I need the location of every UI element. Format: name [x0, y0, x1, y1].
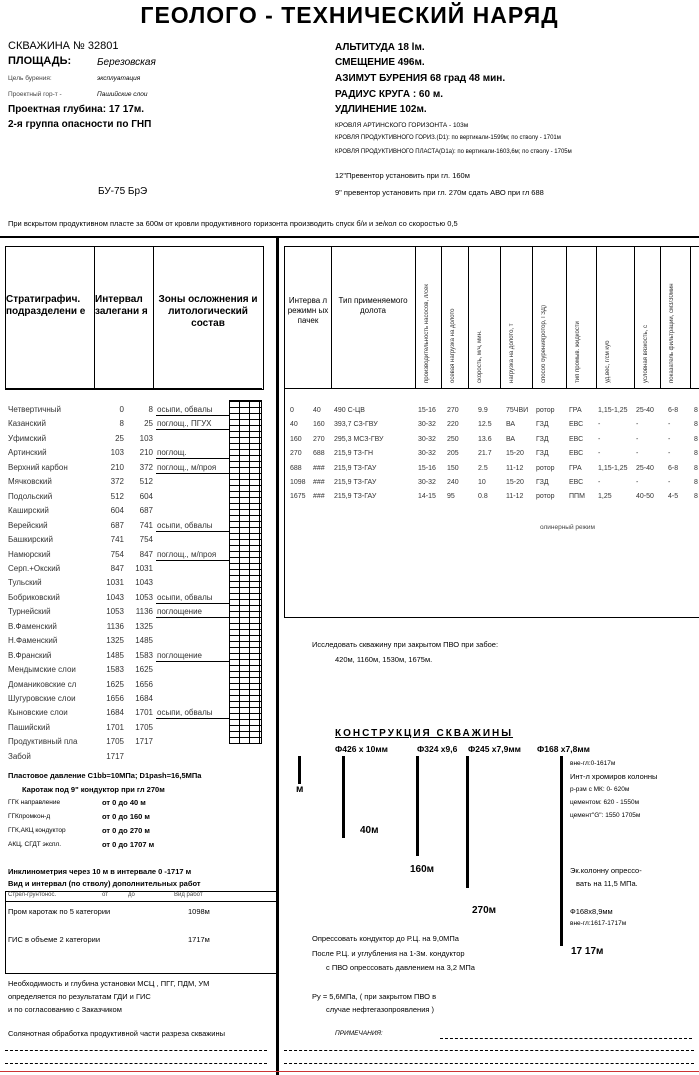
regime-cell: 15-16	[418, 407, 436, 414]
regime-cell: 2.5	[478, 465, 488, 472]
log-row-3-range: от 0 до 270 м	[102, 826, 150, 835]
interval-from: 372	[110, 477, 124, 486]
regime-cell: ГЗД	[536, 450, 549, 457]
regime-cell: -	[598, 436, 601, 443]
zones-header: Зоны осложнения и литологический состав	[158, 294, 258, 329]
strat-name: Доманиковские сл	[8, 680, 77, 689]
regime-cell: ротор	[536, 465, 555, 472]
interval-from: 604	[110, 506, 124, 515]
strat-name: Башкирский	[8, 535, 53, 544]
regime-cell: -	[598, 450, 601, 457]
regime-cell: ЕВС	[569, 479, 584, 486]
regime-col-divider	[660, 246, 661, 389]
interval-to: 1136	[135, 607, 153, 616]
regime-cell: -	[668, 436, 671, 443]
casing-note-4: цементом: 620 - 1550м	[570, 799, 640, 806]
interval-from: 741	[110, 535, 124, 544]
preventer-12: 12"Превентор установить при гл. 160м	[335, 171, 470, 180]
purpose-label: Цель бурения:	[8, 75, 52, 82]
interval-from: 1031	[106, 578, 124, 587]
regime-cell: ###	[313, 493, 325, 500]
design-depth: Проектная глубина: 17 17м.	[8, 104, 145, 115]
regime-interval-header: Интерва л режимн ых пачек	[287, 296, 329, 325]
strat-name: Забой	[8, 752, 31, 761]
need-line-2: определяется по результатам ГДИ и ГИС	[8, 992, 151, 1001]
regime-cell: 215,9 ТЗ-ГАУ	[334, 465, 377, 472]
regime-cell: -	[598, 421, 601, 428]
zone-note: поглощение	[157, 651, 203, 660]
strat-name: Шугуровские слои	[8, 694, 76, 703]
regime-col-divider	[634, 246, 635, 389]
regime-cell: 215,9 ТЗ-ГАУ	[334, 493, 377, 500]
regime-cell: 11-12	[506, 465, 524, 472]
regime-cell: 40-50	[636, 493, 654, 500]
regime-cell: 25-40	[636, 407, 654, 414]
zone-underline	[156, 617, 230, 618]
regime-col-divider	[690, 246, 691, 389]
dash-line-1	[5, 1050, 267, 1051]
regime-cell: ротор	[536, 493, 555, 500]
cat5-depth: 1098м	[188, 907, 210, 916]
regime-cell: 270	[313, 436, 325, 443]
layer-pressure: Пластовое давление С1bb=10МПа; D1pash=16,5МПа	[8, 771, 202, 780]
strat-name: Продуктивный пла	[8, 737, 78, 746]
roof-productive-layer: КРОВЛЯ ПРОДУКТИВНОГО ПЛАСТА(D1а): по вертикали-1603,6м; по стволу - 1705м	[335, 149, 572, 155]
regime-cell: -	[668, 421, 671, 428]
strat-name: В.Фаменский	[8, 622, 57, 631]
regime-cell: 160	[313, 421, 325, 428]
zone-note: поглощ., ПГУХ	[157, 419, 212, 428]
log-row-4-range: от 0 до 1707 м	[102, 840, 155, 849]
strat-name: Верейский	[8, 521, 48, 530]
zone-underline	[156, 603, 230, 604]
regime-cell: 25-40	[636, 465, 654, 472]
regime-param-header: скорость, м/ч, мин.	[477, 330, 483, 383]
horizon-value: Пашийские слои	[97, 91, 148, 98]
regime-cell: 14-15	[418, 493, 436, 500]
regime-cell: -	[636, 450, 639, 457]
regime-col-divider	[415, 246, 416, 389]
interval-to: 1043	[135, 578, 153, 587]
inclinometry: Инклинометрия через 10 м в интервале 0 -1717 м	[8, 867, 192, 876]
regime-cell: 6-8	[668, 407, 679, 414]
elongation: УДЛИНЕНИЕ 102м.	[335, 104, 427, 115]
regime-cell: -	[636, 436, 639, 443]
regime-cell: 8	[694, 407, 698, 414]
casing-426: Ф426 х 10мм	[335, 744, 388, 754]
regime-cell: 688	[313, 450, 325, 457]
col-from: от	[102, 892, 108, 898]
zone-note: поглощение	[157, 607, 203, 616]
interval-from: 1583	[106, 665, 124, 674]
interval-from: 103	[110, 448, 124, 457]
interval-from: 8	[119, 419, 124, 428]
interval-from: 1717	[106, 752, 124, 761]
danger-group: 2-я группа опасности по ГНП	[8, 119, 152, 130]
interval-to: 1717	[135, 737, 153, 746]
regime-cell: 1,15-1,25	[598, 407, 628, 414]
regime-cell: ###	[313, 479, 325, 486]
roof-productive-horizon: КРОВЛЯ ПРОДУКТИВНОГО ГОРИЗ.(D1): по вертикали-1599м; по стволу - 1701м	[335, 135, 561, 141]
regime-cell: ГРА	[569, 407, 582, 414]
regime-cell: -	[636, 479, 639, 486]
zone-note: поглощ., м/проя	[157, 463, 217, 472]
casing-168-8: Ф168х8,9мм	[570, 907, 613, 916]
regime-cell: 13.6	[478, 436, 492, 443]
casing-note-5: цемент"G": 1550 1705м	[570, 812, 641, 819]
strat-name: Турнейский	[8, 607, 51, 616]
horizon-label: Проектный гор-т -	[8, 91, 62, 98]
regime-param-header: уд.вес, г/см куб	[605, 340, 611, 383]
casing-168: Ф168 х7,8мм	[537, 744, 590, 754]
casing-note-1: вне-гл:0-1617м	[570, 760, 616, 767]
conductor-test-1: Опрессовать кондуктор до Р.Ц. на 9,0МПа	[312, 934, 459, 943]
strat-name: Мячковский	[8, 477, 52, 486]
log-row-2-range: от 0 до 160 м	[102, 812, 150, 821]
regime-col-divider	[500, 246, 501, 389]
regime-cell: 393,7 СЗ-ГВУ	[334, 421, 378, 428]
strat-name: В.Франский	[8, 651, 52, 660]
dash-line-notes	[440, 1038, 692, 1039]
pressure-test-1: Эк.колонну опрессо-	[570, 866, 642, 875]
regime-cell: 220	[447, 421, 459, 428]
strat-name: Подольский	[8, 492, 53, 501]
depth-40: 40м	[360, 825, 379, 836]
zone-note: осыпи, обвалы	[157, 521, 213, 530]
zone-underline	[156, 718, 230, 719]
interval-to: 103	[139, 434, 153, 443]
interval-to: 8	[148, 405, 153, 414]
dash-line-4	[284, 1063, 694, 1064]
page-title: ГЕОЛОГО - ТЕХНИЧЕСКИЙ НАРЯД	[140, 2, 559, 28]
strat-name: Н.Фаменский	[8, 636, 58, 645]
interval-to: 754	[139, 535, 153, 544]
regime-cell: ВА	[506, 421, 516, 428]
regime-cell: 30-32	[418, 450, 436, 457]
regime-cell: 240	[447, 479, 459, 486]
strat-name: Уфимский	[8, 434, 47, 443]
regime-cell: 8	[694, 436, 698, 443]
divider-top	[0, 236, 699, 238]
regime-cell: 490 С-ЦВ	[334, 407, 365, 414]
acid-treatment: Солянотная обработка продуктивной части разреза скважины	[8, 1029, 226, 1038]
cat5-label: Пром каротаж по 5 категории	[8, 907, 111, 916]
zone-note: осыпи, обвалы	[157, 708, 213, 717]
casing-bar-40	[342, 756, 345, 838]
interval-from: 512	[110, 492, 124, 501]
strat-name: Тульский	[8, 578, 42, 587]
need-line-3: и по согласованию с Заказчиком	[8, 1005, 122, 1014]
regime-cell: ЕВС	[569, 436, 584, 443]
strat-name: Пашийский	[8, 723, 50, 732]
regime-cell: ГЗД	[536, 421, 549, 428]
regime-param-header: нагрузка на долото, т	[509, 323, 515, 383]
interval-to: 1684	[135, 694, 153, 703]
regime-col-divider	[441, 246, 442, 389]
interval-to: 372	[139, 463, 153, 472]
zone-underline	[156, 560, 230, 561]
interval-from: 1485	[106, 651, 124, 660]
interval-to: 210	[139, 448, 153, 457]
regime-cell: 1098	[290, 479, 306, 486]
regime-cell: 8	[694, 450, 698, 457]
circle-radius: РАДИУС КРУГА : 60 м.	[335, 89, 444, 100]
regime-cell: 9.9	[478, 407, 488, 414]
regime-cell: 0.8	[478, 493, 488, 500]
regime-param-header: способ бурения(ротор, ГЗД)	[541, 305, 547, 383]
regime-param-header: тип промыв. жидкости	[575, 321, 581, 383]
conductor-test-3: с ПВО опрессовать давлением на 3,2 МПа	[326, 963, 475, 972]
interval-to: 687	[139, 506, 153, 515]
interval-to: 741	[139, 521, 153, 530]
regime-cell: 30-32	[418, 436, 436, 443]
regime-cell: 150	[447, 465, 459, 472]
interval-from: 1656	[106, 694, 124, 703]
regime-cell: 15-16	[418, 465, 436, 472]
dash-line-2	[284, 1050, 694, 1051]
regime-cell: ротор	[536, 407, 555, 414]
regime-cell: 30-32	[418, 479, 436, 486]
interval-to	[126, 750, 153, 763]
casing-m-label: м	[296, 784, 304, 795]
area-value: Березовская	[97, 57, 156, 68]
pressure-test-2: вать на 11,5 МПа.	[576, 879, 638, 888]
construction-title: КОНСТРУКЦИЯ СКВАЖИНЫ	[335, 728, 514, 739]
casing-note-2: Инт-л хромиров колонны	[570, 772, 658, 781]
casing-note-3: р-рзм с МК: 0- 620м	[570, 786, 630, 793]
dash-line-3	[5, 1063, 267, 1064]
zone-note: поглощ.	[157, 448, 187, 457]
depth-270: 270м	[472, 905, 497, 916]
interval-to: 512	[139, 477, 153, 486]
regime-cell: ЕВС	[569, 450, 584, 457]
regime-cell: 40	[313, 407, 321, 414]
interval-from: 1625	[106, 680, 124, 689]
interval-to: 1583	[135, 651, 153, 660]
bit-type-header: Тип применяемого долота	[338, 296, 408, 315]
regime-cell: 215,9 ТЗ-ГАУ	[334, 479, 377, 486]
interval-to: 847	[139, 550, 153, 559]
interval-to: 1053	[135, 593, 153, 602]
preventer-9: 9" превентор установить при гл. 270м сдать АВО при гл 688	[335, 188, 544, 197]
interval-from: 0	[119, 405, 124, 414]
interval-from: 210	[110, 463, 124, 472]
col-to: до	[128, 892, 135, 898]
regime-cell: -	[636, 421, 639, 428]
regime-cell: 15-20	[506, 479, 524, 486]
gis-depth: 1717м	[188, 935, 210, 944]
regime-cell: 1,15-1,25	[598, 465, 628, 472]
interval-to: 1701	[135, 708, 153, 717]
log-row-4-label: АКЦ, СГДТ экспл.	[8, 841, 62, 848]
strat-name: Четвертичный	[8, 405, 61, 414]
regime-cell: 270	[290, 450, 302, 457]
strat-name: Намюрский	[8, 550, 51, 559]
wellhead-pressure: Ру = 5,6МПа, ( при закрытом ПВО в	[312, 992, 437, 1001]
interval-from: 1136	[106, 622, 124, 631]
casing-mark-m	[298, 756, 301, 784]
interval-from: 1043	[106, 593, 124, 602]
regime-cell: 295,3 МСЗ-ГВУ	[334, 436, 384, 443]
regime-cell: 1,25	[598, 493, 612, 500]
zone-underline	[156, 531, 230, 532]
interval-to: 1625	[135, 665, 153, 674]
strat-name: Кыновские слои	[8, 708, 68, 717]
regime-cell: 250	[447, 436, 459, 443]
regime-cell: 12.5	[478, 421, 492, 428]
regime-cell: ГЗД	[536, 436, 549, 443]
regime-cell: 4-5	[668, 493, 679, 500]
strat-name: Каширский	[8, 506, 49, 515]
col-sampler: Стрел-грунтонос.	[8, 892, 57, 898]
regime-cell: -	[598, 479, 601, 486]
col-work-type: Вид работ	[174, 892, 203, 898]
purpose-value: эксплуатация	[97, 75, 141, 82]
regime-cell: 95	[447, 493, 455, 500]
casing-bar-1717	[560, 756, 563, 946]
interval-to: 1656	[135, 680, 153, 689]
interval-to: 25	[144, 419, 153, 428]
depth-1717: 17 17м	[571, 946, 604, 957]
zone-underline	[156, 415, 230, 416]
regime-cell: ППМ	[569, 493, 585, 500]
regime-cell: -	[668, 479, 671, 486]
interval-from: 1684	[106, 708, 124, 717]
strat-name: Артинский	[8, 448, 47, 457]
area-label: ПЛОЩАДЬ:	[8, 55, 72, 67]
interval-to: 1705	[135, 723, 153, 732]
regime-cell: 8	[694, 479, 698, 486]
interval-to: 1031	[135, 564, 153, 573]
bottom-red-line	[0, 1071, 699, 1072]
regime-col-divider	[331, 246, 332, 389]
roof-artinsk: КРОВЛЯ АРТИНСКОГО ГОРИЗОНТА - 103м	[335, 122, 469, 129]
regime-cell: 15-20	[506, 450, 524, 457]
regime-cell: 21.7	[478, 450, 492, 457]
strat-name: Бобриковский	[8, 593, 60, 602]
regime-cell: 160	[290, 436, 302, 443]
casing-bar-270	[466, 756, 469, 888]
regime-cell: ГРА	[569, 465, 582, 472]
conductor-test-2: После Р.Ц. и углубления на 1-3м. кондуктор	[312, 949, 465, 958]
regime-cell: 6-8	[668, 465, 679, 472]
rig-type: БУ-75 БрЭ	[98, 186, 148, 197]
log-row-1-range: от 0 до 40 м	[102, 798, 146, 807]
interval-to: 1485	[135, 636, 153, 645]
regime-cell: ###	[313, 465, 325, 472]
interval-from: 847	[110, 564, 124, 573]
interval-header: Интервал залегани я	[95, 294, 148, 317]
interval-from: 1705	[106, 737, 124, 746]
regime-cell: 40	[290, 421, 298, 428]
regime-param-header: показатель фильтрации, см3/30мин	[669, 283, 675, 383]
extra-works-title: Вид и интервал (по стволу) дополнительных работ	[8, 879, 201, 888]
drilling-notice: При вскрытом продуктивном пласте за 600м от кровли продуктивного горизонта производить спуск б/и и зе/кол со скоростью 0,5	[8, 219, 458, 228]
log-row-2-label: ГГКпромкон-д	[8, 813, 51, 820]
zone-note: осыпи, обвалы	[157, 405, 213, 414]
zone-underline	[156, 429, 230, 430]
regime-param-header: условная вязкость, с	[643, 325, 649, 383]
need-line-1: Необходимость и глубина установки МСЦ , ПГГ, ПДМ, УМ	[8, 979, 210, 988]
interval-from: 25	[115, 434, 124, 443]
interval-from: 687	[110, 521, 124, 530]
log-row-1-label: ГГК направление	[8, 799, 61, 806]
casing-168-interval: вне-гл:1617-1717м	[570, 920, 627, 927]
zone-note: поглощ., м/проя	[157, 550, 217, 559]
logging-title: Каротаж под 9" кондуктор при гл 270м	[22, 785, 165, 794]
regime-cell: 215,9 ТЗ-ГН	[334, 450, 374, 457]
zone-note: осыпи, обвалы	[157, 593, 213, 602]
regime-cell: 30-32	[418, 421, 436, 428]
strat-name: Мендымские слои	[8, 665, 76, 674]
regime-cell: 8	[694, 493, 698, 500]
interval-from: 754	[110, 550, 124, 559]
interval-to: 604	[139, 492, 153, 501]
regime-cell: -	[668, 450, 671, 457]
casing-324: Ф324 х9,6	[417, 744, 458, 754]
strat-name: Серп.+Окский	[8, 564, 61, 573]
regime-col-divider	[566, 246, 567, 389]
interval-to: 1325	[135, 622, 153, 631]
strat-name: Казанский	[8, 419, 46, 428]
regime-col-divider	[596, 246, 597, 389]
strat-header: Стратиграфич. подразделени е	[6, 294, 86, 317]
regime-cell: 270	[447, 407, 459, 414]
interval-from: 1325	[106, 636, 124, 645]
regime-param-header: производительность насосов, л/сек	[424, 284, 430, 383]
depth-160: 160м	[410, 864, 435, 875]
regime-cell: ГЗД	[536, 479, 549, 486]
zone-underline	[156, 661, 230, 662]
regime-col-divider	[532, 246, 533, 389]
regime-col-divider	[468, 246, 469, 389]
gis-label: ГИС в объеме 2 категории	[8, 935, 101, 944]
regime-cell: 10	[478, 479, 486, 486]
strat-name: Верхний карбон	[8, 463, 68, 472]
explore-line-1: Исследовать скважину при закрытом ПВО при забое:	[312, 640, 499, 649]
regime-cell: 1675	[290, 493, 306, 500]
casing-bar-160	[416, 756, 419, 856]
casing-245: Ф245 х7,9мм	[468, 744, 521, 754]
regime-param-header: осевая нагрузка на долото	[450, 308, 456, 383]
regime-cell: 205	[447, 450, 459, 457]
regime-footnote: олинерный режим	[540, 524, 596, 531]
zone-underline	[156, 473, 230, 474]
interval-from: 1701	[106, 723, 124, 732]
wellhead-note: случае нефтегазопроявления )	[326, 1005, 435, 1014]
interval-from: 1053	[106, 607, 124, 616]
regime-cell: 11-12	[506, 493, 524, 500]
regime-cell: ЕВС	[569, 421, 584, 428]
log-row-3-label: ГГК,АКЦ кондуктор	[8, 827, 66, 834]
offset: СМЕЩЕНИЕ 496м.	[335, 57, 425, 68]
regime-cell: ВА	[506, 436, 516, 443]
regime-cell: 0	[290, 407, 294, 414]
altitude: АЛЬТИТУДА 18 lм.	[335, 42, 425, 53]
well-number: СКВАЖИНА № 32801	[8, 40, 119, 52]
regime-cell: 688	[290, 465, 302, 472]
regime-cell: 8	[694, 421, 698, 428]
explore-line-2: 420м, 1160м, 1530м, 1675м.	[335, 655, 433, 664]
regime-cell: 8	[694, 465, 698, 472]
regime-cell: 75ЧВИ	[506, 407, 529, 414]
notes-label: ПРИМЕЧАНИЯ:	[335, 1030, 383, 1037]
zone-underline	[156, 458, 230, 459]
lithology-column	[229, 400, 262, 744]
azimuth: АЗИМУТ БУРЕНИЯ 68 град 48 мин.	[335, 73, 506, 84]
